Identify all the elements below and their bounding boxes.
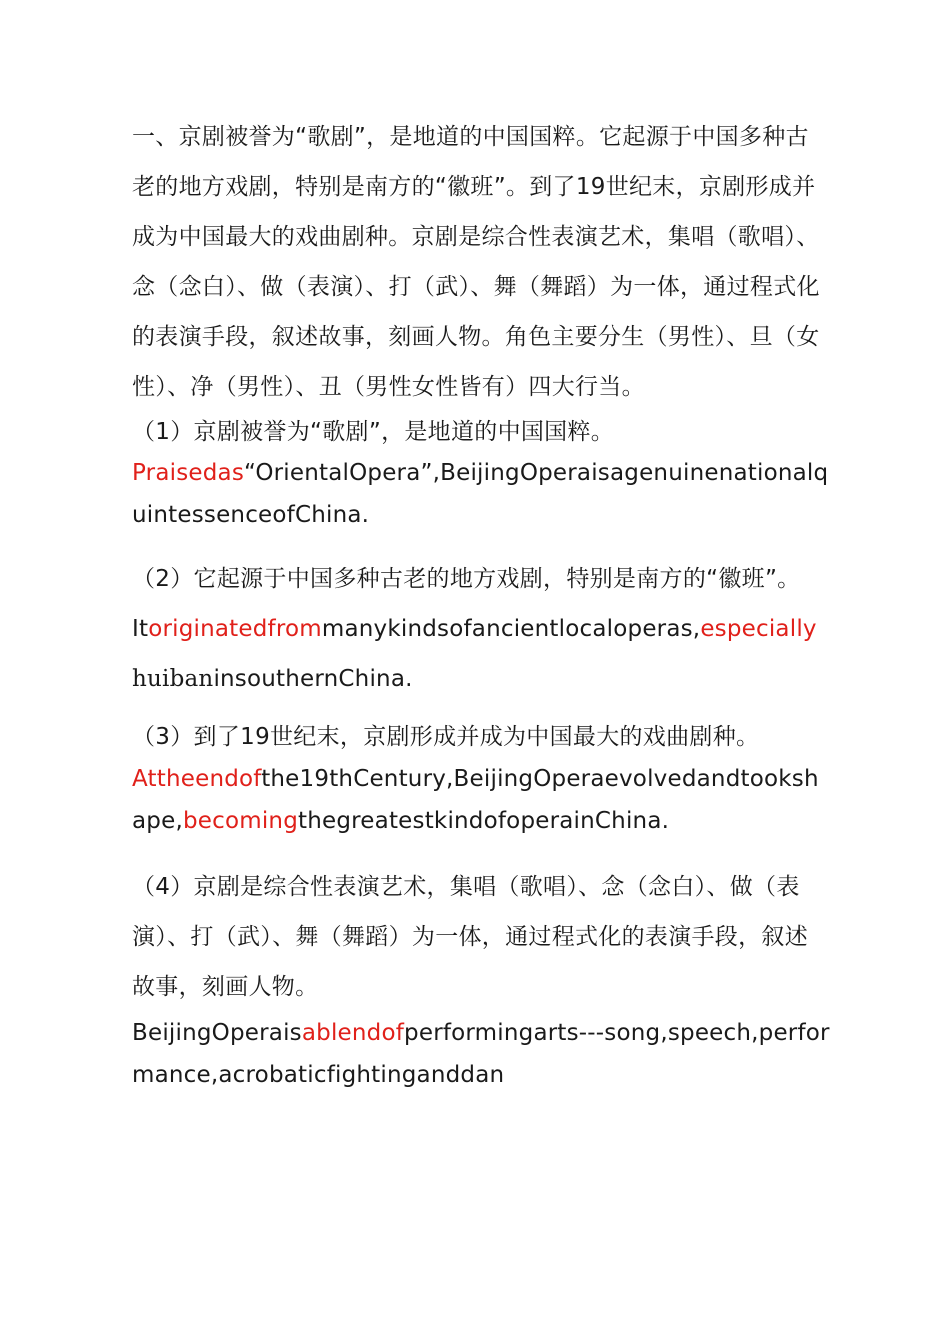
english-text: It xyxy=(132,616,149,642)
intro-paragraph: 一、京剧被誉为“歌剧”，是地道的中国国粹。它起源于中国多种古老的地方戏剧，特别是南方的“徽班”。到了19世纪末，京剧形成并成为中国最大的戏曲剧种。京剧是综合性表演艺术，集唱（歌唱）、念（念白）、做（表演）、打（武）、舞（舞蹈）为一体，通过程式化的表演手段，叙述故事，刻画人物。角色主要分生（男性）、旦（女性）、净（男性）、丑（男性女性皆有）四大行当。 xyxy=(132,124,820,400)
english-text-serif: huiban xyxy=(132,666,214,692)
highlight-phrase: especially xyxy=(700,616,817,642)
item-1-english xyxy=(132,452,830,536)
highlight-phrase: becoming xyxy=(182,808,299,834)
item-3-chinese: （3）到了19世纪末，京剧形成并成为中国最大的戏曲剧种。 xyxy=(132,724,760,750)
english-text: insouthernChina. xyxy=(213,666,413,692)
english-text: manykindsofancientlocaloperas, xyxy=(321,616,701,642)
highlight-phrase: ablendof xyxy=(301,1020,405,1046)
item-4-english xyxy=(132,1012,830,1096)
item-2-chinese: （2）它起源于中国多种古老的地方戏剧，特别是南方的“徽班”。 xyxy=(132,566,801,592)
highlight-phrase: originatedfrom xyxy=(148,616,322,642)
item-4-chinese: （4）京剧是综合性表演艺术，集唱（歌唱）、念（念白）、做（表演）、打（武）、舞（舞蹈）为一体，通过程式化的表演手段，叙述故事，刻画人物。 xyxy=(132,874,808,1000)
english-text: the19thCentury,BeijingOperaevolvedandtookshape, xyxy=(132,766,819,834)
item-2-english xyxy=(132,604,830,704)
english-text: “OrientalOpera”,BeijingOperaisagenuinenationalquintessenceofChina. xyxy=(132,460,829,528)
english-text: BeijingOperais xyxy=(132,1020,302,1046)
english-text: performingarts---song,speech,performance,acrobaticfightinganddan xyxy=(132,1020,830,1088)
highlight-phrase: Attheendof xyxy=(132,766,262,792)
highlight-phrase: Praisedas xyxy=(132,460,245,486)
english-text: thegreatestkindofoperainChina. xyxy=(298,808,670,834)
item-1-chinese: （1）京剧被誉为“歌剧”，是地道的中国国粹。 xyxy=(132,419,615,445)
item-3-english xyxy=(132,758,830,842)
